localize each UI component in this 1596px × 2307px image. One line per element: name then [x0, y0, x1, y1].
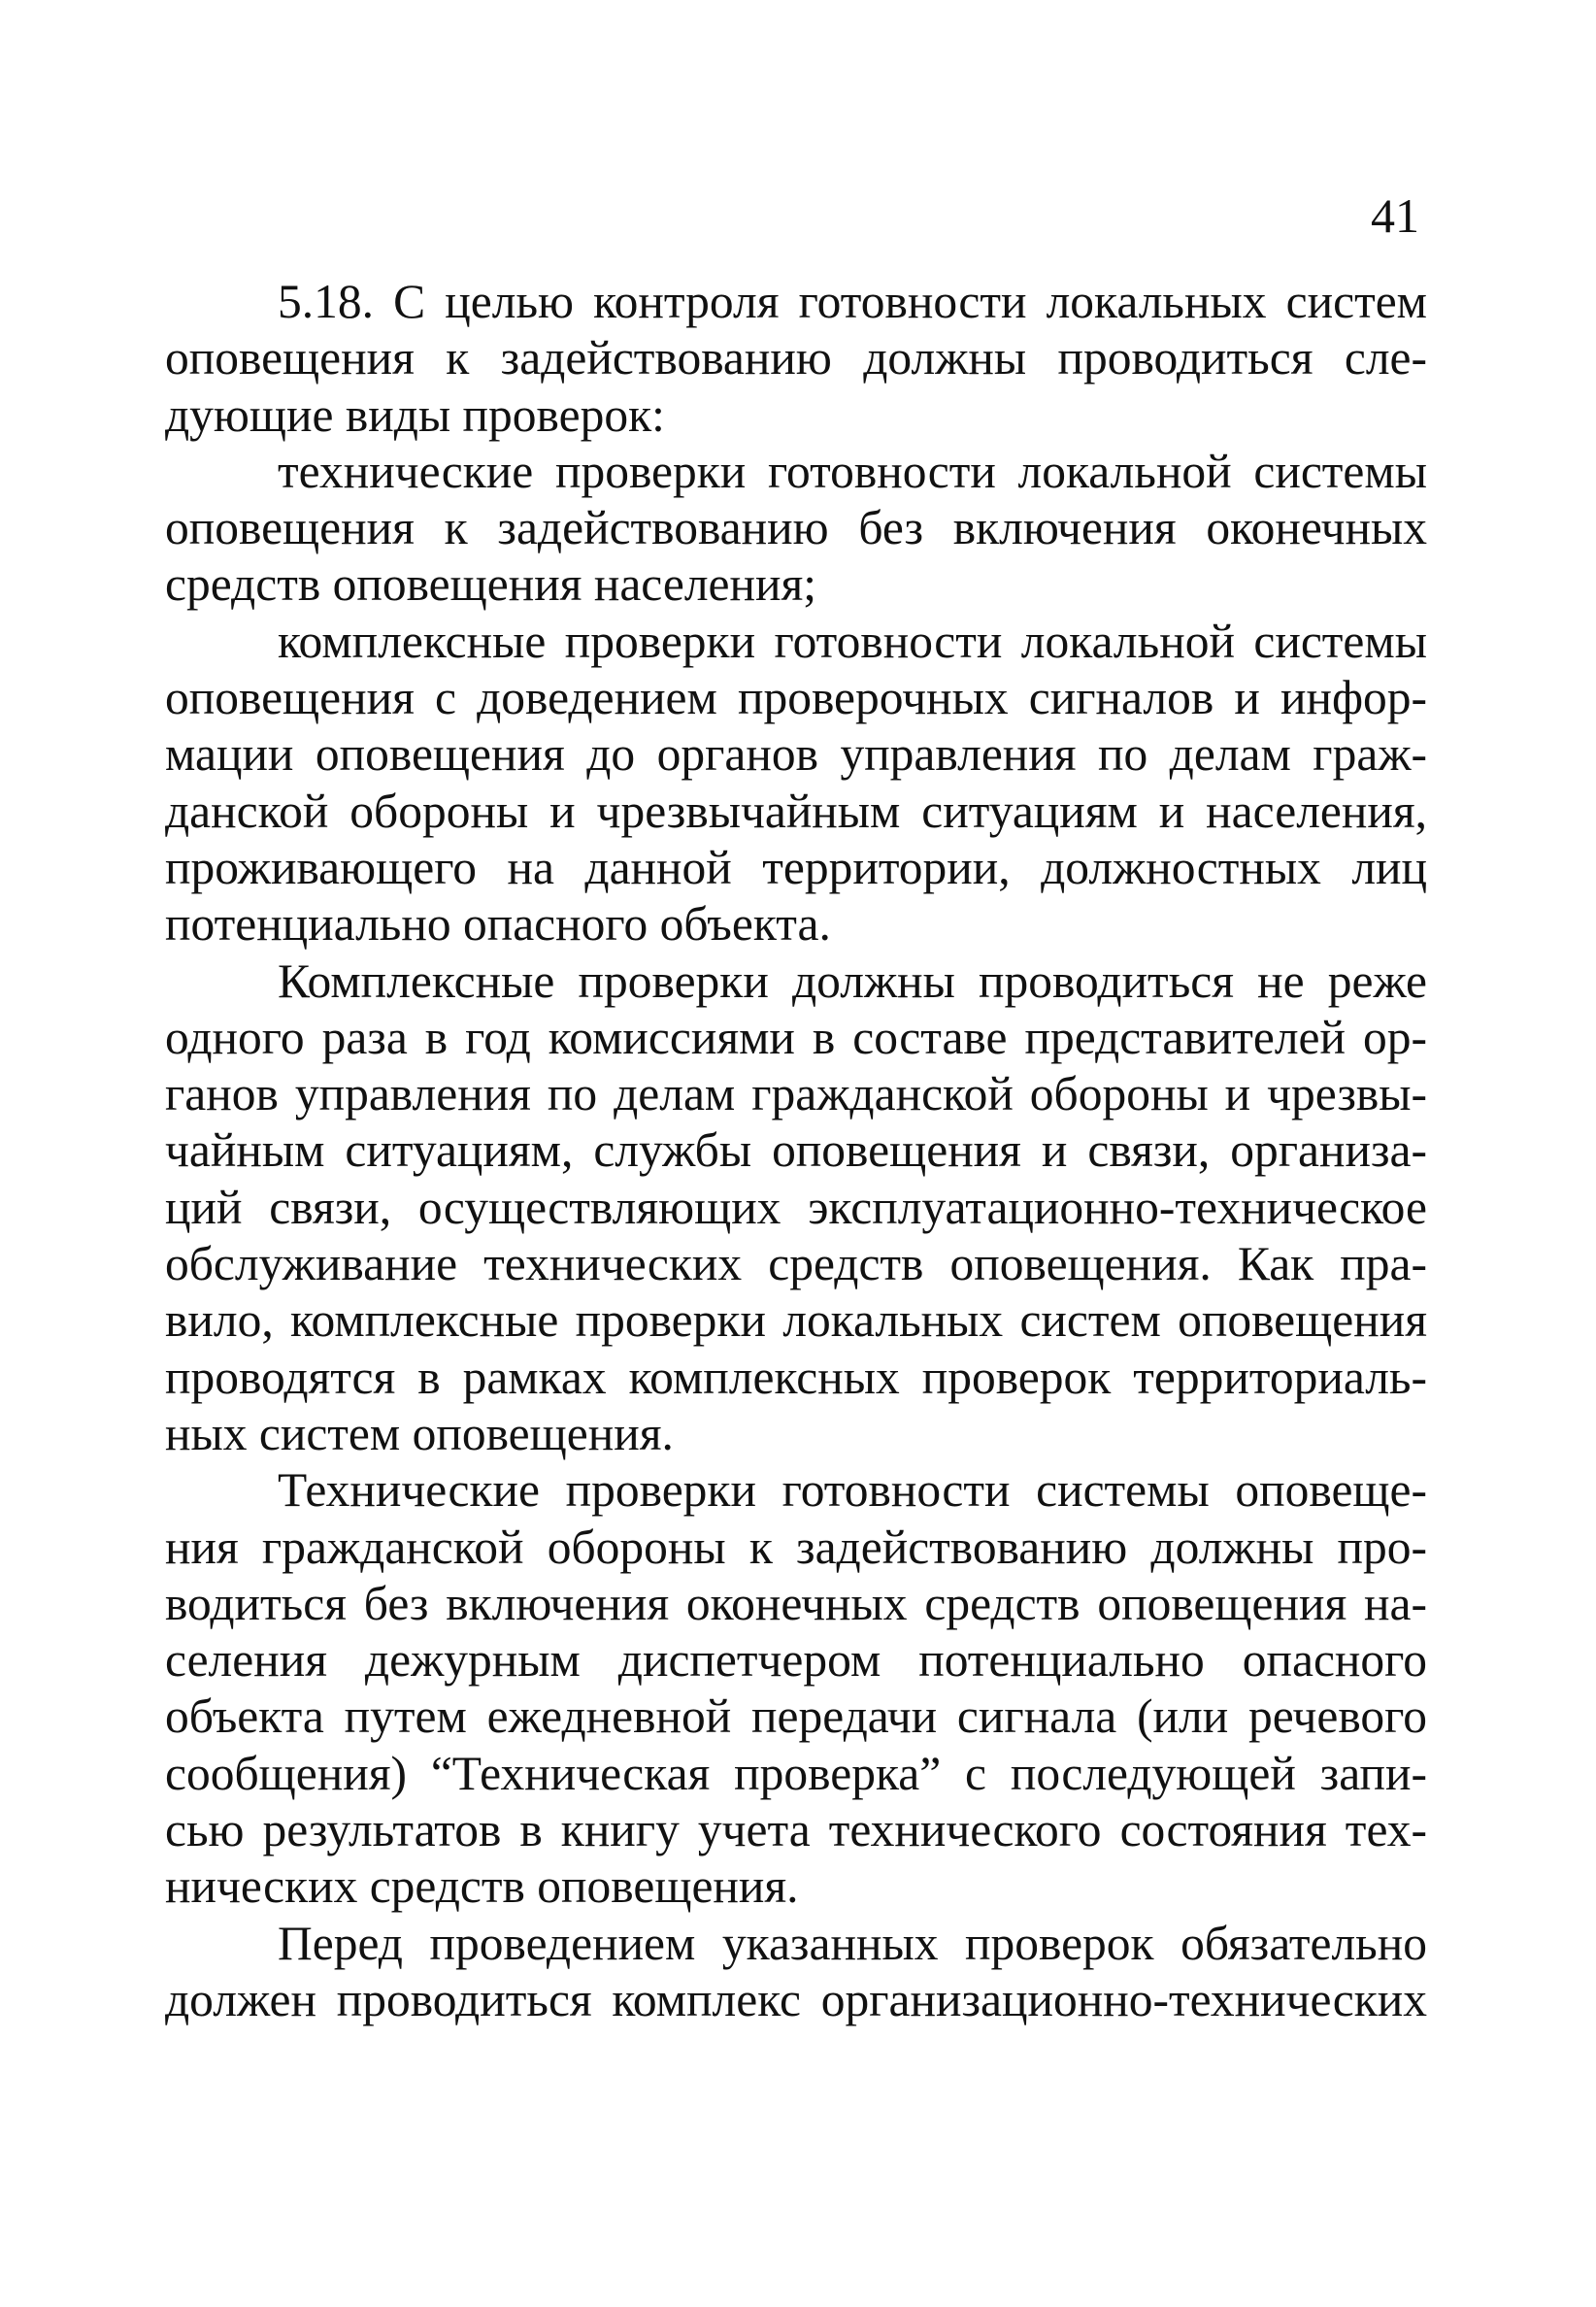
text-line: вило, комплексные проверки локальных систем оповещения [165, 1293, 1427, 1348]
text-line: оповещения к задействованию без включения оконечных [165, 501, 1427, 555]
text-line: Перед проведением указанных проверок обязательно [278, 1916, 1427, 1970]
page-number: 41 [1371, 188, 1419, 243]
text-line: сью результатов в книгу учета технического состояния тех- [165, 1803, 1427, 1857]
text-line: нических средств оповещения. [165, 1859, 799, 1914]
text-line: потенциально опасного объекта. [165, 897, 831, 952]
text-line: объекта путем ежедневной передачи сигнала (или речевого [165, 1689, 1427, 1744]
text-line: средств оповещения населения; [165, 557, 817, 612]
text-line: комплексные проверки готовности локальной системы [278, 614, 1427, 668]
body-text [165, 274, 1427, 2028]
text-line: данской обороны и чрезвычайным ситуациям и населения, [165, 784, 1427, 838]
text-line: Технические проверки готовности системы оповеще- [278, 1463, 1427, 1518]
text-line: селения дежурным диспетчером потенциально опасного [165, 1633, 1427, 1688]
text-line: оповещения к задействованию должны проводиться сле- [165, 331, 1427, 385]
text-line: ций связи, осуществляющих эксплуатационно-техническое [165, 1180, 1427, 1234]
text-line: проживающего на данной территории, должностных лиц [165, 840, 1427, 894]
text-line: ганов управления по делам гражданской обороны и чрезвы- [165, 1067, 1427, 1121]
text-line: сообщения) “Техническая проверка” с последующей запи- [165, 1746, 1427, 1800]
text-line: дующие виды проверок: [165, 387, 665, 442]
text-line: Комплексные проверки должны проводиться не реже [278, 953, 1427, 1008]
text-line: чайным ситуациям, службы оповещения и связи, организа- [165, 1123, 1427, 1178]
text-line: одного раза в год комиссиями в составе представителей ор- [165, 1010, 1427, 1064]
text-line: водиться без включения оконечных средств оповещения на- [165, 1576, 1427, 1630]
text-line: мации оповещения до органов управления по делам граж- [165, 727, 1427, 782]
text-line: оповещения с доведением проверочных сигналов и инфор- [165, 671, 1427, 725]
text-line: проводятся в рамках комплексных проверок территориаль- [165, 1350, 1427, 1404]
text-line: технические проверки готовности локальной системы [278, 444, 1427, 498]
text-line: 5.18. С целью контроля готовности локальных систем [278, 275, 1427, 328]
text-line: обслуживание технических средств оповещения. Как пра- [165, 1237, 1427, 1291]
text-line: должен проводиться комплекс организационно-технических [165, 1972, 1427, 2026]
text-line: ния гражданской обороны к задействованию должны про- [165, 1520, 1427, 1574]
text-line: ных систем оповещения. [165, 1406, 674, 1460]
